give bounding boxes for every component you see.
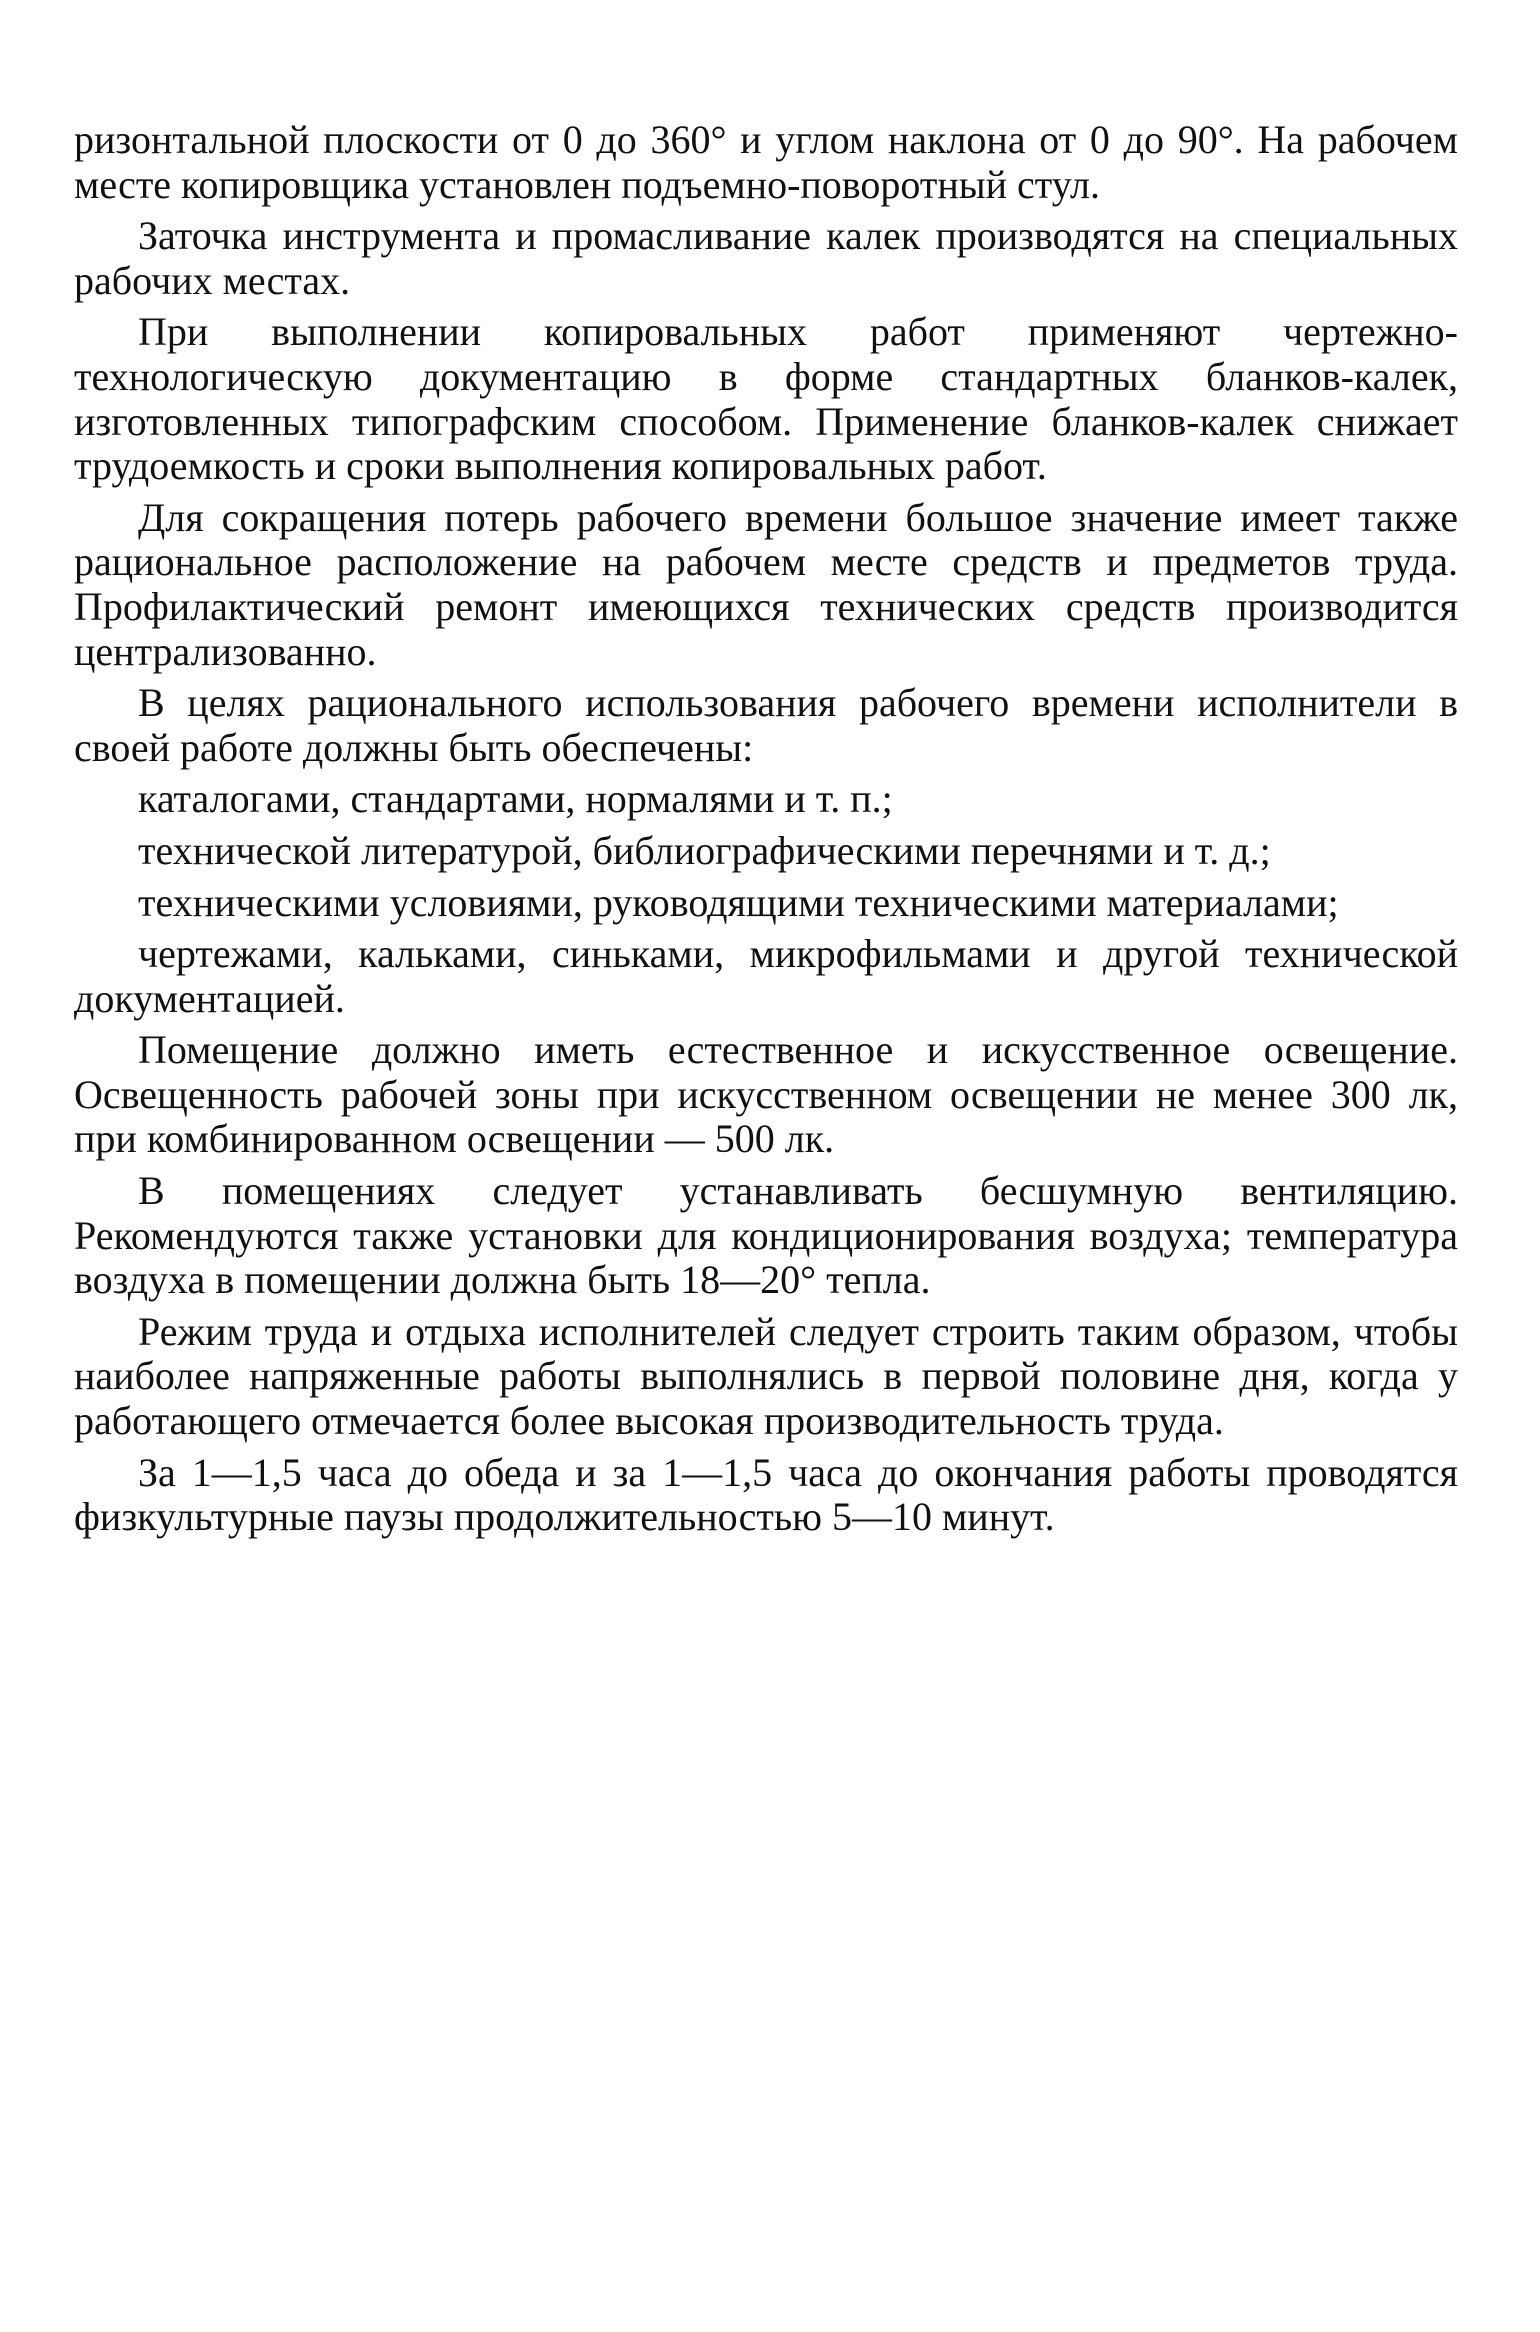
paragraph-ventilation: В помещениях следует устанавливать бесшумную вентиляцию. Рекомендуются также установки для кондиционирования воздуха; температура воздуха в помещении должна быть 18—20° тепла.	[74, 1168, 1458, 1303]
paragraph-work-rest-regime: Режим труда и отдыха исполнителей следует строить таким образом, чтобы наиболее напряженные работы выполнялись в первой половине дня, когда у работающего отмечается более высокая производительность труда.	[74, 1308, 1458, 1444]
body-text	[74, 118, 1458, 1540]
list-item-specifications: техническими условиями, руководящими техническими материалами;	[138, 879, 1339, 925]
paragraph-sharpening: Заточка инструмента и промасливание калек производятся на специальных рабочих местах.	[74, 213, 1458, 303]
paragraph-continuation: ризонтальной плоскости от 0 до 360° и углом наклона от 0 до 90°. На рабочем месте копировщика установлен подъемно-поворотный стул.	[74, 117, 1458, 207]
paragraph-exercise-breaks: За 1—1,5 часа до обеда и за 1—1,5 часа до окончания работы проводятся физкультурные паузы продолжительностью 5—10 минут.	[74, 1449, 1458, 1540]
paragraph-lighting: Помещение должно иметь естественное и искусственное освещение. Освещенность рабочей зоны при искусственном освещении не менее 300 лк, при комбинированном освещении — 500 лк.	[74, 1027, 1458, 1162]
list-item-catalogs: каталогами, стандартами, нормалями и т. п.;	[138, 776, 893, 822]
paragraph-time-losses: Для сокращения потерь рабочего времени большое значение имеет также рациональное расположение на рабочем месте средств и предметов труда. Профилактический ремонт имеющихся технических средств производится централизованно.	[74, 494, 1458, 674]
paragraph-provision-intro: В целях рационального использования рабочего времени исполнители в своей работе должны быть обеспечены:	[74, 680, 1458, 770]
list-item-drawings: чертежами, кальками, синьками, микрофильмами и другой технической документацией.	[74, 931, 1458, 1021]
paragraph-blank-forms: При выполнении копировальных работ применяют чертежно-технологическую документацию в форме стандартных бланков-калек, изготовленных типографским способом. Применение бланков-калек снижает трудоемкость и сроки выполнения копировальных работ.	[74, 309, 1458, 489]
list-item-literature: технической литературой, библиографическими перечнями и т. д.;	[138, 827, 1271, 873]
